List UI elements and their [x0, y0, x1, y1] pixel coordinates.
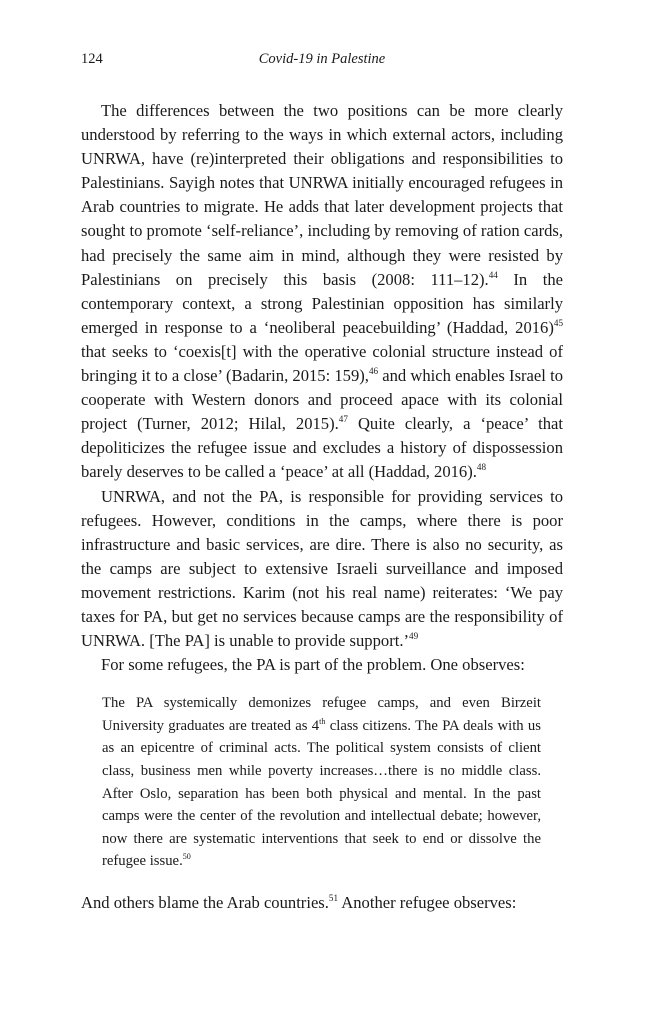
text-run: Another refugee observes:: [338, 893, 517, 912]
footnote-marker: 45: [553, 318, 563, 328]
footnote-marker: 49: [409, 631, 419, 642]
footnote-marker: 44: [488, 269, 498, 280]
text-run: Quite clearly, a ‘peace’ that depoliticizes the refugee issue and excludes a history of dispossession barely deserves to be called a ‘peace’ at all (Haddad, 2016).: [81, 414, 563, 482]
paragraph: [81, 99, 563, 485]
paragraph: [81, 653, 563, 677]
text-run: The differences between the two positions can be more clearly understood by referring to the ways in which external actors, including UNRWA, have (re)interpreted their obligations and responsibilities to Palestinians. Sayigh notes that UNRWA initially encouraged refugees in Arab countries to migrate. He adds that later development projects that sought to promote ‘self-reliance’, including by removing of ration cards, had precisely the same aim in mind, although they were resisted by Palestinians on precisely this basis (2008: 111–12).: [81, 101, 563, 289]
body-text: [81, 99, 563, 915]
footnote-marker: 47: [338, 414, 348, 425]
text-run: that seeks to ‘coexis[t] with the operative colonial structure instead of bringing it to a close’ (Badarin, 2015: 159),: [81, 341, 563, 386]
running-title: Covid-19 in Palestine: [258, 51, 386, 67]
block-quote: [102, 692, 541, 873]
footnote-marker: 51: [328, 893, 339, 904]
text-run: and which enables Israel to cooperate with Western donors and proceed apace with its colonial project (Turner, 2012; Hilal, 2015).: [81, 366, 563, 434]
paragraph: [81, 891, 563, 915]
text-run: class citizens. The PA deals with us as an epicentre of criminal acts. The political system consists of client class, business men while poverty increases…there is no middle class. After Oslo, separation has been both physical and mental. In the past camps were the center of the revolution and intellectual debate; however, now there are systematic interventions that seek to end or dissolve the refugee issue.: [102, 717, 541, 870]
paragraph: [81, 485, 563, 654]
text-run: And others blame the Arab countries.: [81, 893, 329, 912]
text-run: In the contemporary context, a strong Palestinian opposition has similarly emerged in response to a ‘neoliberal peacebuilding’ (Haddad, 2016): [81, 269, 563, 337]
footnote-marker: 46: [368, 366, 379, 377]
footnote-marker: 48: [476, 462, 487, 473]
block-quote-text: [102, 692, 541, 873]
running-head: [81, 51, 563, 73]
text-run: For some refugees, the PA is part of the problem. One observes:: [101, 655, 525, 675]
page-number: 124: [81, 51, 103, 67]
footnote-marker: 50: [182, 852, 191, 862]
footnote-marker: th: [319, 716, 326, 726]
text-run: UNRWA, and not the PA, is responsible for providing services to refugees. However, conditions in the camps, where there is poor infrastructure and basic services, are dire. There is also no security, as the camps are subject to extensive Israeli surveillance and imposed movement restrictions. Karim (not his real name) reiterates: ‘We pay taxes for PA, but get no services because camps are the responsibility of UNRWA. [The PA] is unable to provide support.’: [81, 486, 563, 651]
text-run: The PA systemically demonizes refugee camps, and even Birzeit University graduates are treated as 4: [102, 695, 541, 734]
